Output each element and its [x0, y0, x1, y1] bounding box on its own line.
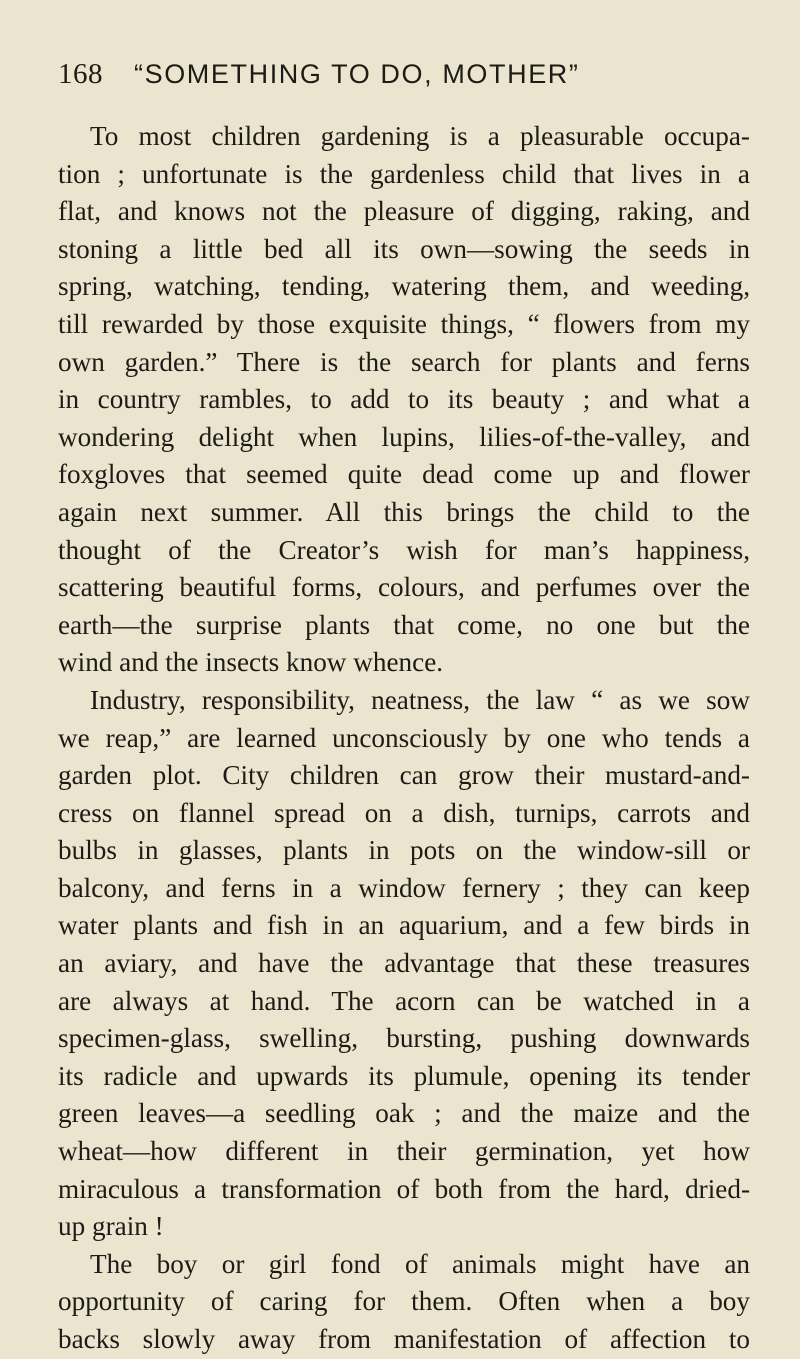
text-line: foxgloves that seemed quite dead come up and flower: [58, 459, 750, 490]
text-line: thought of the Creator’s wish for man’s happiness,: [58, 534, 750, 565]
text-line: opportunity of caring for them. Often when a boy: [58, 1286, 750, 1317]
text-line: again next summer. All this brings the child to the: [58, 496, 750, 527]
text-line: spring, watching, tending, watering them, and weeding,: [58, 271, 750, 302]
text-line: wondering delight when lupins, lilies-of-the-valley, and: [58, 421, 750, 452]
text-line: bulbs in glasses, plants in pots on the window-sill or: [58, 835, 750, 866]
text-line: up grain !: [58, 1211, 164, 1242]
text-line: The boy or girl fond of animals might have an: [90, 1248, 750, 1279]
text-line: an aviary, and have the advantage that these treasures: [58, 948, 750, 979]
paragraph: [58, 1246, 750, 1359]
text-line: stoning a little bed all its own—sowing the seeds in: [58, 233, 750, 264]
text-line: To most children gardening is a pleasurable occupa-: [90, 121, 750, 151]
text-line: own garden.” There is the search for plants and ferns: [58, 346, 750, 377]
paragraph: [58, 118, 750, 682]
text-line: backs slowly away from manifestation of affection to: [58, 1324, 750, 1354]
text-line: garden plot. City children can grow their mustard-and-: [58, 760, 750, 791]
text-line: scattering beautiful forms, colours, and perfumes over the: [58, 572, 750, 603]
text-line: we reap,” are learned unconsciously by one who tends a: [58, 722, 750, 753]
text-line: its radicle and upwards its plumule, opening its tender: [58, 1060, 750, 1091]
text-line: balcony, and ferns in a window fernery ; they can keep: [58, 872, 750, 903]
body-text: [58, 118, 750, 1359]
text-line: miraculous a transformation of both from the hard, dried-: [58, 1173, 750, 1204]
text-line: flat, and knows not the pleasure of digging, raking, and: [58, 196, 750, 227]
text-line: wheat—how different in their germination, yet how: [58, 1136, 750, 1167]
text-line: tion ; unfortunate is the gardenless child that lives in a: [58, 158, 750, 189]
chapter-title: “SOMETHING TO DO, MOTHER”: [134, 59, 580, 89]
text-line: Industry, responsibility, neatness, the law “ as we sow: [90, 684, 750, 715]
running-head: [58, 58, 748, 98]
text-line: wind and the insects know whence.: [58, 647, 444, 678]
text-line: earth—the surprise plants that come, no one but the: [58, 609, 750, 640]
text-line: till rewarded by those exquisite things, “ flowers from my: [58, 308, 750, 339]
page-number: 168: [58, 58, 103, 90]
text-line: green leaves—a seedling oak ; and the maize and the: [58, 1098, 750, 1129]
text-line: water plants and fish in an aquarium, and a few birds in: [58, 910, 750, 941]
text-line: cress on flannel spread on a dish, turnips, carrots and: [58, 797, 750, 828]
text-line: specimen-glass, swelling, bursting, pushing downwards: [58, 1023, 750, 1054]
paragraph: [58, 682, 750, 1246]
text-line: are always at hand. The acorn can be watched in a: [58, 985, 750, 1016]
text-line: in country rambles, to add to its beauty ; and what a: [58, 384, 750, 415]
